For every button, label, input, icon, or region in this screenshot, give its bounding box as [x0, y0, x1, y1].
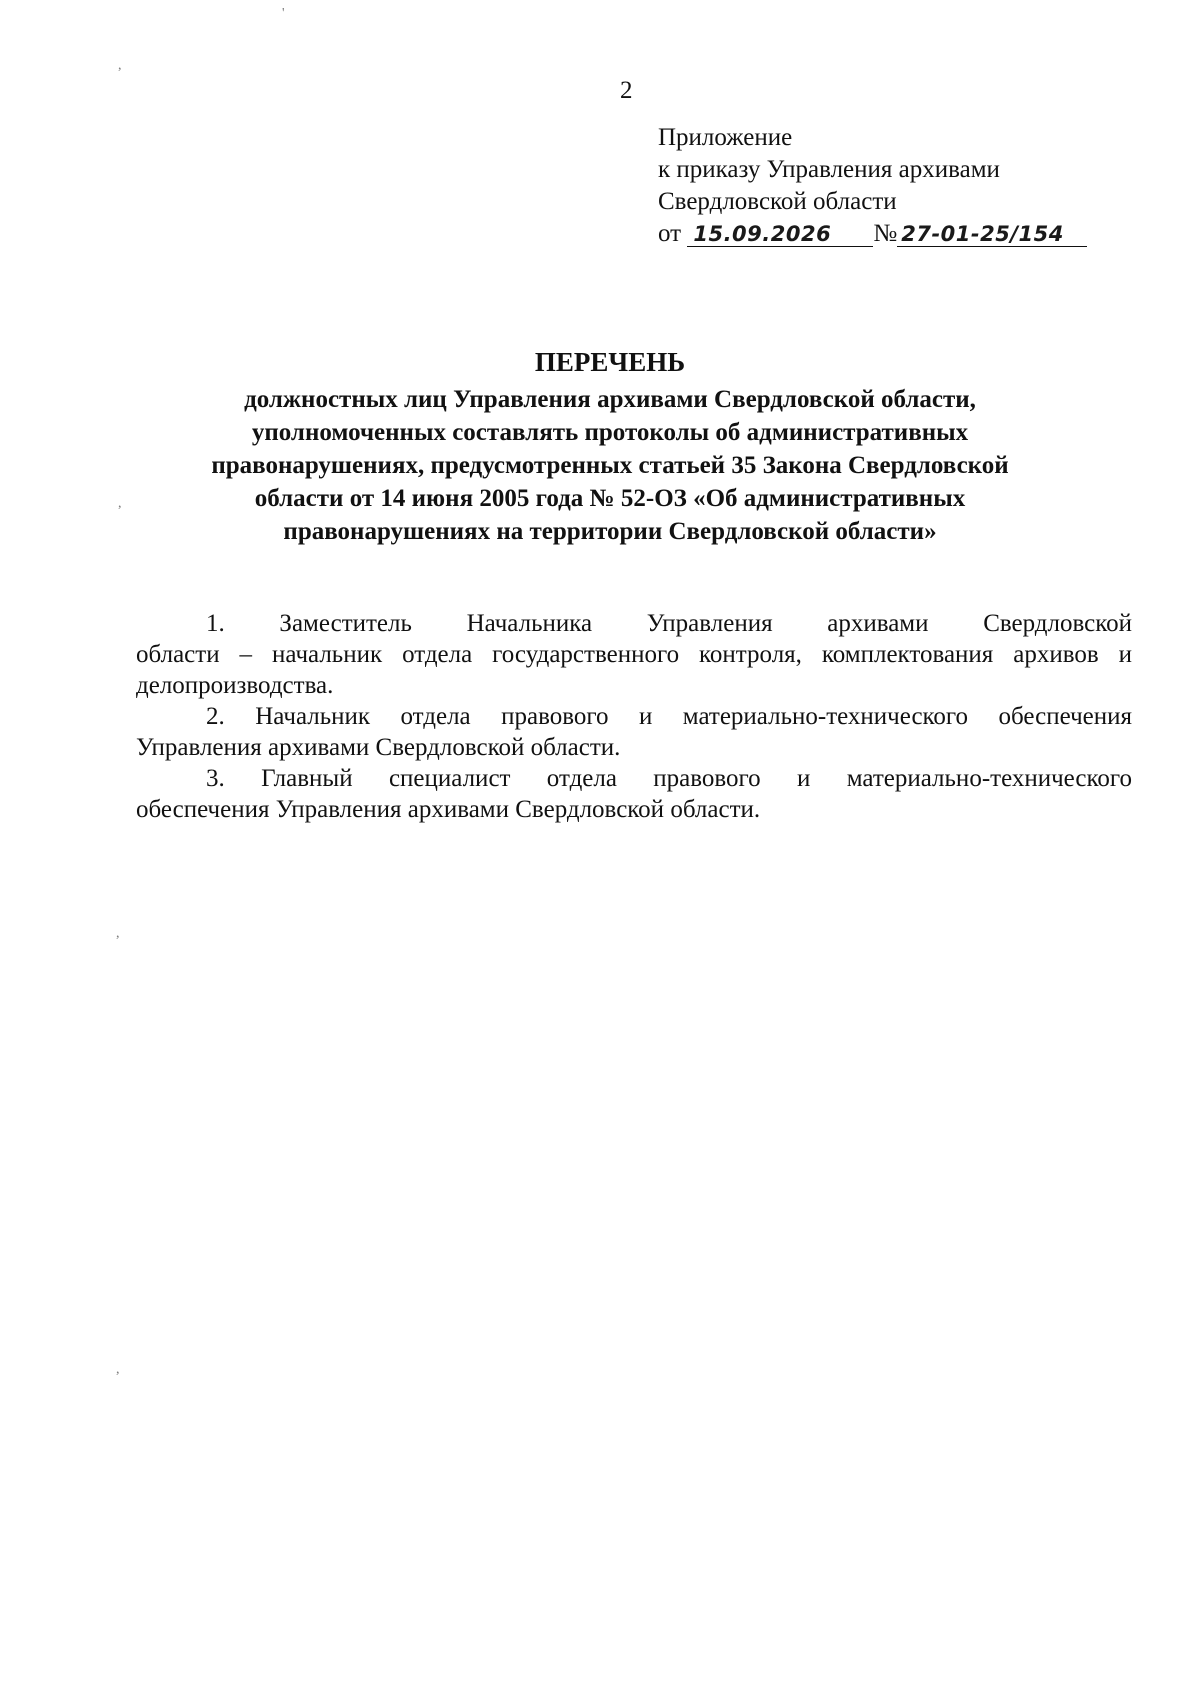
number-prefix: № — [873, 220, 898, 247]
date-prefix: от — [658, 220, 682, 247]
subtitle-line: должностных лиц Управления архивами Свердловской области, — [244, 386, 976, 413]
document-title: ПЕРЕЧЕНЬ — [534, 347, 686, 377]
positions-list — [136, 608, 1132, 825]
list-item-first-line: 1. Заместитель Начальника Управления архивами Свердловской — [206, 610, 1132, 637]
annex-header — [658, 122, 1087, 250]
list-item-first-line: 2. Начальник отдела правового и материально-технического обеспечения — [206, 703, 1132, 730]
list-item-first-line: 3. Главный специалист отдела правового и материально-технического — [206, 765, 1132, 792]
list-item-continuation: обеспечения Управления архивами Свердловской области. — [136, 796, 761, 823]
subtitle-line: области от 14 июня 2005 года № 52-ОЗ «Об административных — [254, 485, 966, 512]
list-item — [136, 763, 1132, 825]
document-subtitle — [130, 383, 1090, 548]
scan-speck: , — [118, 58, 122, 73]
list-item — [136, 608, 1132, 701]
subtitle-line: уполномоченных составлять протоколы об административных — [251, 419, 969, 446]
subtitle-line: правонарушениях на территории Свердловской области» — [283, 518, 937, 545]
annex-title: Приложение — [658, 124, 793, 151]
annex-date-number-line — [658, 218, 1087, 250]
subtitle-line: правонарушениях, предусмотренных статьей 35 Закона Свердловской — [211, 452, 1009, 479]
list-item-continuation: области – начальник отдела государственного контроля, комплектования архивов и делопроизводства. — [136, 641, 1132, 699]
handwritten-number: 27-01-25/154 — [897, 222, 1087, 247]
list-item — [136, 701, 1132, 763]
annex-order-reference: к приказу Управления архивами — [658, 156, 1000, 183]
scan-speck: ' — [282, 6, 285, 21]
document-title-block — [130, 345, 1090, 548]
scan-speck: , — [116, 1362, 120, 1377]
list-item-continuation: Управления архивами Свердловской области. — [136, 734, 621, 761]
annex-region: Свердловской области — [658, 188, 897, 215]
scan-speck: , — [116, 926, 120, 941]
scan-speck: , — [118, 496, 122, 511]
handwritten-date: 15.09.2026 — [687, 222, 873, 247]
page-number: 2 — [620, 77, 633, 104]
